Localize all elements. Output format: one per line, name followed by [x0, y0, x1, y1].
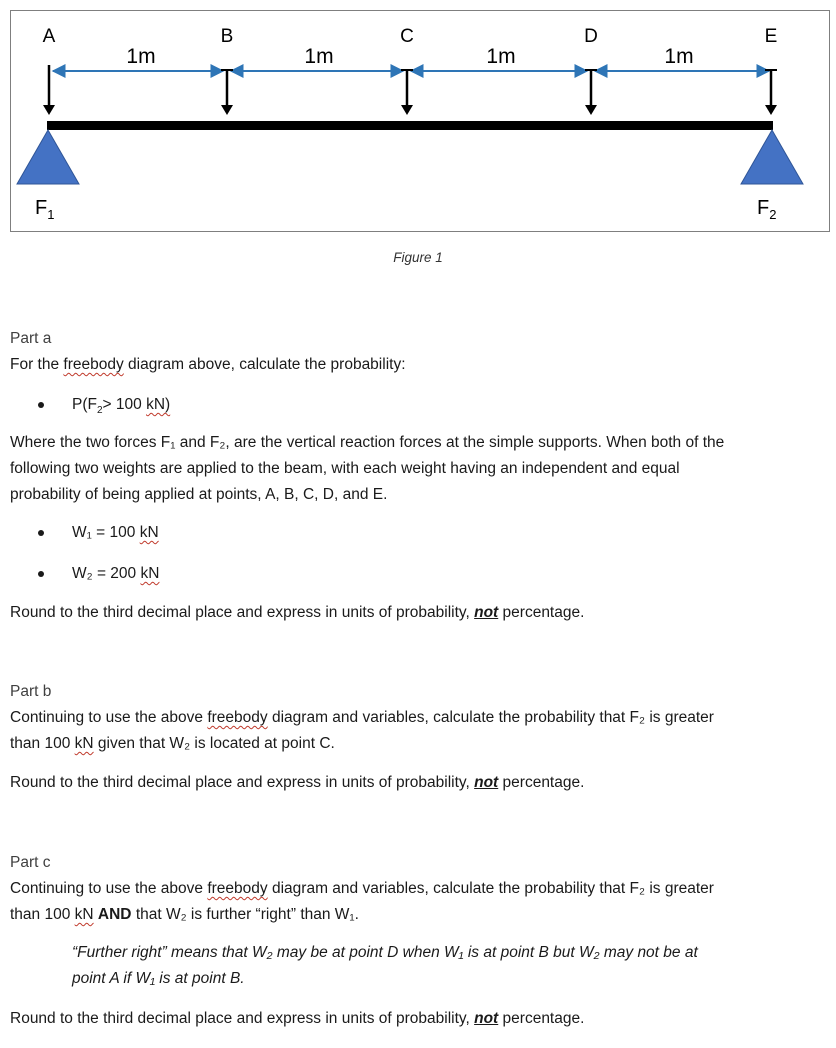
span-label-cd: 1m [486, 45, 516, 68]
point-label-e: E [764, 26, 778, 47]
part-a-description [10, 430, 830, 508]
point-label-b: B [220, 26, 234, 47]
bullet-dot [38, 571, 44, 577]
part-c-heading: Part c [10, 854, 51, 871]
beam [47, 121, 773, 130]
body-text: given that W₂ is located at point C. [93, 735, 335, 752]
beam-figure [11, 11, 829, 231]
support-right [741, 130, 803, 184]
part-a-heading: Part a [10, 330, 52, 347]
round-not-emphasis: not [474, 774, 499, 791]
bullet-subscript: 2 [96, 405, 103, 417]
note-line: point A if W₁ is at point B. [72, 970, 245, 987]
body-unit: kN [74, 735, 94, 752]
body-text: diagram and variables, calculate the probability that F₂ is greater [267, 709, 714, 726]
support-left [17, 130, 79, 184]
round-text: percentage. [498, 604, 585, 621]
round-text: percentage. [498, 774, 585, 791]
part-c-freebody-word: freebody [207, 880, 268, 897]
body-text: Continuing to use the above [10, 880, 208, 897]
part-b-line-1 [10, 705, 830, 731]
part-b-round-instruction [10, 770, 584, 796]
bullet-dot [38, 402, 44, 408]
round-not-emphasis: not [474, 1010, 499, 1027]
part-c-note [72, 940, 812, 992]
weight-w1-bullet [72, 521, 159, 545]
span-label-ab: 1m [126, 45, 156, 68]
load-arrow-c [401, 70, 413, 115]
weight-text: W₁ = 100 [72, 524, 140, 541]
part-b-line-2 [10, 731, 830, 757]
part-a-intro [10, 352, 406, 378]
part-a-round-instruction [10, 600, 584, 626]
point-label-a: A [42, 26, 56, 47]
reaction-label-f2: $F_2$ [757, 197, 777, 222]
load-arrow-d [585, 70, 597, 115]
body-text: than 100 [10, 906, 75, 923]
body-text: diagram and variables, calculate the probability that F₂ is greater [267, 880, 714, 897]
and-emphasis: AND [97, 906, 132, 923]
body-text: Continuing to use the above [10, 709, 208, 726]
point-label-c: C [400, 26, 414, 47]
bullet-text: P(F [72, 396, 97, 413]
part-c-line-1 [10, 876, 830, 902]
figure-caption: Figure 1 [393, 250, 443, 265]
beam-figure-frame [10, 10, 830, 232]
span-label-de: 1m [664, 45, 694, 68]
round-text: Round to the third decimal place and express in units of probability, [10, 774, 475, 791]
round-text: Round to the third decimal place and express in units of probability, [10, 1010, 475, 1027]
part-c-line-2 [10, 902, 830, 928]
part-c-round-instruction [10, 1006, 584, 1032]
description-line: Where the two forces F₁ and F₂, are the vertical reaction forces at the simple supports. When both of the [10, 434, 725, 451]
part-c-body [10, 876, 830, 928]
load-arrow-e [765, 70, 777, 115]
round-text: Round to the third decimal place and express in units of probability, [10, 604, 475, 621]
part-a-freebody-word: freebody [63, 356, 124, 373]
weight-unit: kN [140, 565, 160, 582]
reaction-label-f1: $F_1$ [35, 197, 55, 222]
weight-unit: kN [139, 524, 159, 541]
weight-text: W₂ = 200 [72, 565, 141, 582]
note-line: “Further right” means that W₂ may be at point D when W₁ is at point B but W₂ may not be at [72, 944, 698, 961]
part-a-probability-bullet [72, 393, 170, 423]
part-a-intro-prefix: For the [10, 356, 64, 373]
part-b-body [10, 705, 830, 757]
round-not-emphasis: not [474, 604, 499, 621]
body-unit: kN [74, 906, 94, 923]
bullet-unit: kN) [146, 396, 171, 413]
part-b-freebody-word: freebody [207, 709, 268, 726]
bullet-dot [38, 530, 44, 536]
weight-w2-bullet [72, 562, 159, 586]
description-line: probability of being applied at points, A, B, C, D, and E. [10, 486, 388, 503]
part-a-intro-suffix: diagram above, calculate the probability: [123, 356, 406, 373]
part-b-heading: Part b [10, 683, 52, 700]
body-text: that W₂ is further “right” than W₁. [131, 906, 359, 923]
bullet-text: > 100 [102, 396, 147, 413]
description-line: following two weights are applied to the beam, with each weight having an independent and equal [10, 460, 680, 477]
round-text: percentage. [498, 1010, 585, 1027]
load-arrow-b [221, 70, 233, 115]
point-label-d: D [584, 26, 598, 47]
load-arrow-a [43, 65, 55, 115]
span-label-bc: 1m [304, 45, 334, 68]
body-text: than 100 [10, 735, 75, 752]
